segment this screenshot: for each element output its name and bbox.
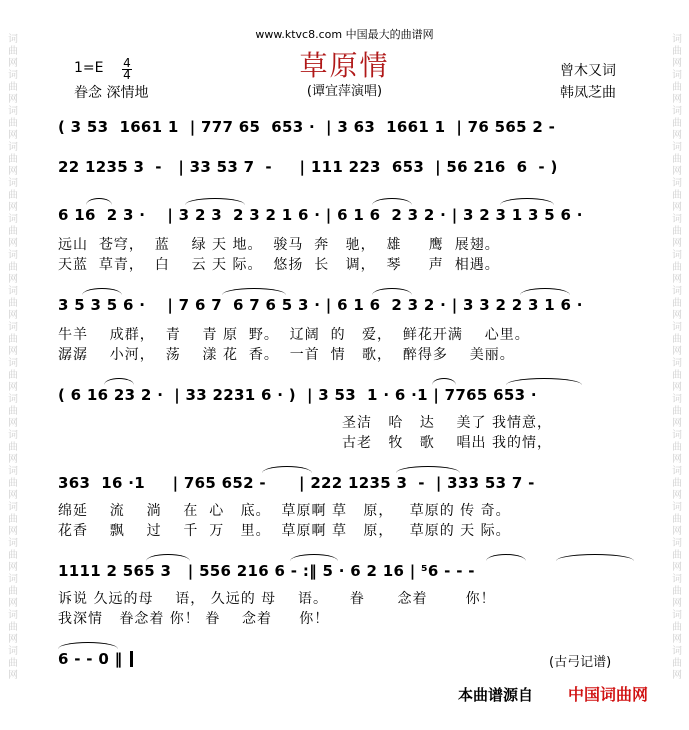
composer: 韩凤芝曲 (560, 85, 616, 101)
slur (396, 466, 460, 473)
slur (486, 554, 526, 561)
lyrics-line-1: 远山 苍穹， 蓝 绿 天 地。 骏马 奔 驰， 雄 鹰 展翅。 (58, 237, 500, 253)
watermark-text: 词曲网词曲网词曲网词曲网词曲网词曲网词曲网词曲网词曲网词曲网词曲网词曲网词曲网词曲网词曲网词曲网词曲网词曲网 (672, 34, 682, 681)
source-label: 本曲谱源自 (458, 686, 534, 704)
slur (506, 378, 582, 385)
lyricist: 曾木又词 (560, 63, 616, 79)
slur (58, 642, 118, 649)
song-title: 草原情 (299, 49, 390, 82)
score-line-7: 1111 2 565 3 | 556 216 6 - :‖ 5 · 6 2 16 | ⁵6 - - - (58, 562, 475, 580)
lyrics-line-5: 圣洁 哈 达 美了 我情意， (342, 415, 552, 431)
slur (290, 554, 338, 561)
time-sig-top: 4 (123, 56, 131, 70)
key-signature: 1=E (74, 60, 104, 76)
final-barline (130, 651, 133, 667)
watermark-text: 词曲网词曲网词曲网词曲网词曲网词曲网词曲网词曲网词曲网词曲网词曲网词曲网词曲网词曲网词曲网词曲网词曲网词曲网 (8, 34, 18, 681)
slur (262, 466, 312, 473)
slur (185, 198, 245, 205)
lyrics-line-3: 牛羊 成群， 青 青 原 野。 辽阔 的 爱， 鲜花开满 心里。 (58, 327, 530, 343)
lyrics-line-8: 花香 飘 过 千 万 里。 草原啊 草 原， 草原的 天 际。 (58, 523, 511, 539)
slur (520, 288, 570, 295)
lyrics-line-2: 天蓝 草青， 白 云 天 际。 悠扬 长 调， 琴 声 相遇。 (58, 257, 500, 273)
slur (82, 288, 122, 295)
score-line-2: 22 1235 3 - | 33 53 7 - | 111 223 653 | 56 216 6 - ) (58, 158, 558, 176)
singer-subtitle: (谭宜萍演唱) (306, 84, 383, 99)
lyrics-line-7: 绵延 流 淌 在 心 底。 草原啊 草 原， 草原的 传 奇。 (58, 503, 511, 519)
time-sig-bottom: 4 (123, 68, 131, 82)
slur (432, 378, 456, 385)
time-signature (122, 58, 132, 81)
watermark-right (670, 34, 684, 714)
transcriber-credit: (古弓记谱) (549, 655, 612, 670)
score-line-1: ( 3 53 1661 1 | 777 65 653 · | 3 63 1661 1 | 76 565 2 - (58, 118, 556, 136)
tempo-mood: 眷念 深情地 (74, 85, 149, 101)
slur (556, 554, 634, 561)
slur (222, 288, 286, 295)
score-line-4: 3 5 3 5 6 · | 7 6 7 6 7 6 5 3 · | 6 1 6 2 3 2 · | 3 3 2 2 3 1 6 · (58, 296, 583, 314)
slur (372, 288, 412, 295)
lyrics-line-6: 古老 牧 歌 唱出 我的情， (342, 435, 552, 451)
score-line-6: 363 16 ·1 | 765 652 - | 222 1235 3 - | 333 53 7 - (58, 474, 535, 492)
source-site-link[interactable]: 中国词曲网 (568, 685, 649, 704)
slur (372, 198, 412, 205)
score-line-8: 6 - - 0 ‖ (58, 650, 123, 668)
slur (146, 554, 190, 561)
lyrics-line-10: 我深情 眷念着 你！ 眷 念着 你！ (58, 611, 330, 627)
slur (500, 198, 554, 205)
slur (86, 198, 112, 205)
score-line-3: 6 16 2 3 · | 3 2 3 2 3 2 1 6 · | 6 1 6 2 3 2 · | 3 2 3 1 3 5 6 · (58, 206, 583, 224)
slur (104, 378, 134, 385)
watermark-left (6, 34, 20, 714)
site-line: www.ktvc8.com 中国最大的曲谱网 (255, 28, 434, 41)
lyrics-line-9: 诉说 久远的母 语， 久远的 母 语。 眷 念着 你！ (58, 591, 496, 607)
score-line-5: ( 6 16 23 2 · | 33 2231 6 · ) | 3 53 1 · 6 ·1 | 7765 653 · (58, 386, 537, 404)
lyrics-line-4: 潺潺 小河， 荡 漾 花 香。 一首 情 歌， 醉得多 美丽。 (58, 347, 515, 363)
